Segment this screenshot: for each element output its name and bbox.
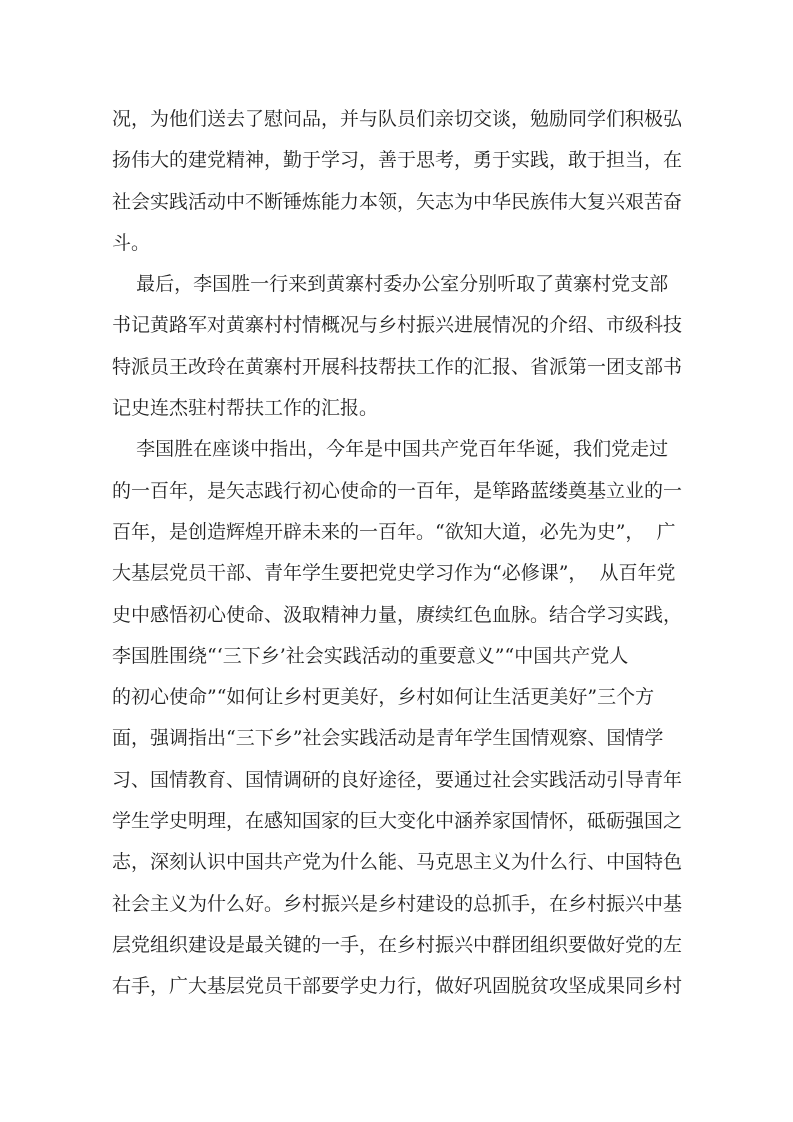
text-line: 李国胜围绕“‘三下乡’社会实践活动的重要意义”“中国共产党人 bbox=[112, 644, 629, 667]
text-line: 史中感悟初心使命、汲取精神力量，赓续红色血脉。结合学习实践， bbox=[112, 603, 683, 626]
text-line: 大基层党员干部、青年学生要把党史学习作为“必修课”， 从百年党 bbox=[112, 562, 676, 585]
text-line: 记史连杰驻村帮扶工作的汇报。 bbox=[112, 397, 379, 420]
text-line: 最后，李国胜一行来到黄寨村委办公室分别听取了黄寨村党支部 bbox=[112, 273, 669, 296]
text-line: 面，强调指出“三下乡”社会实践活动是青年学生国情观察、国情学 bbox=[112, 727, 664, 750]
text-line: 李国胜在座谈中指出，今年是中国共产党百年华诞，我们党走过 bbox=[112, 438, 669, 461]
text-line: 扬伟大的建党精神，勤于学习，善于思考，勇于实践，敢于担当，在 bbox=[112, 149, 683, 172]
text-line: 百年，是创造辉煌开辟未来的一百年。“欲知大道，必先为史”， 广 bbox=[112, 520, 676, 543]
text-line: 书记黄路军对黄寨村村情概况与乡村振兴进展情况的介绍、市级科技 bbox=[112, 314, 683, 337]
body-text bbox=[112, 99, 682, 1008]
text-line: 社会主义为什么好。乡村振兴是乡村建设的总抓手，在乡村振兴中基 bbox=[112, 892, 683, 915]
text-line: 习、国情教育、国情调研的良好途径，要通过社会实践活动引导青年 bbox=[112, 768, 683, 791]
text-line: 的一百年，是矢志践行初心使命的一百年，是筚路蓝缕奠基立业的一 bbox=[112, 479, 683, 502]
text-line: 斗。 bbox=[112, 231, 151, 254]
text-line: 况，为他们送去了慰问品，并与队员们亲切交谈，勉励同学们积极弘 bbox=[112, 108, 683, 130]
text-line: 层党组织建设是最关键的一手，在乡村振兴中群团组织要做好党的左 bbox=[112, 933, 683, 956]
text-line: 志，深刻认识中国共产党为什么能、马克思主义为什么行、中国特色 bbox=[112, 851, 683, 874]
text-line: 的初心使命”“如何让乡村更美好，乡村如何让生活更美好”三个方 bbox=[112, 686, 655, 709]
text-line: 学生学史明理，在感知国家的巨大变化中涵养家国情怀，砥砺强国之 bbox=[112, 810, 683, 833]
text-line: 右手，广大基层党员干部要学史力行，做好巩固脱贫攻坚成果同乡村 bbox=[112, 975, 683, 998]
text-line: 特派员王改玲在黄寨村开展科技帮扶工作的汇报、省派第一团支部书 bbox=[112, 355, 683, 378]
text-line: 社会实践活动中不断锤炼能力本领，矢志为中华民族伟大复兴艰苦奋 bbox=[112, 190, 683, 213]
